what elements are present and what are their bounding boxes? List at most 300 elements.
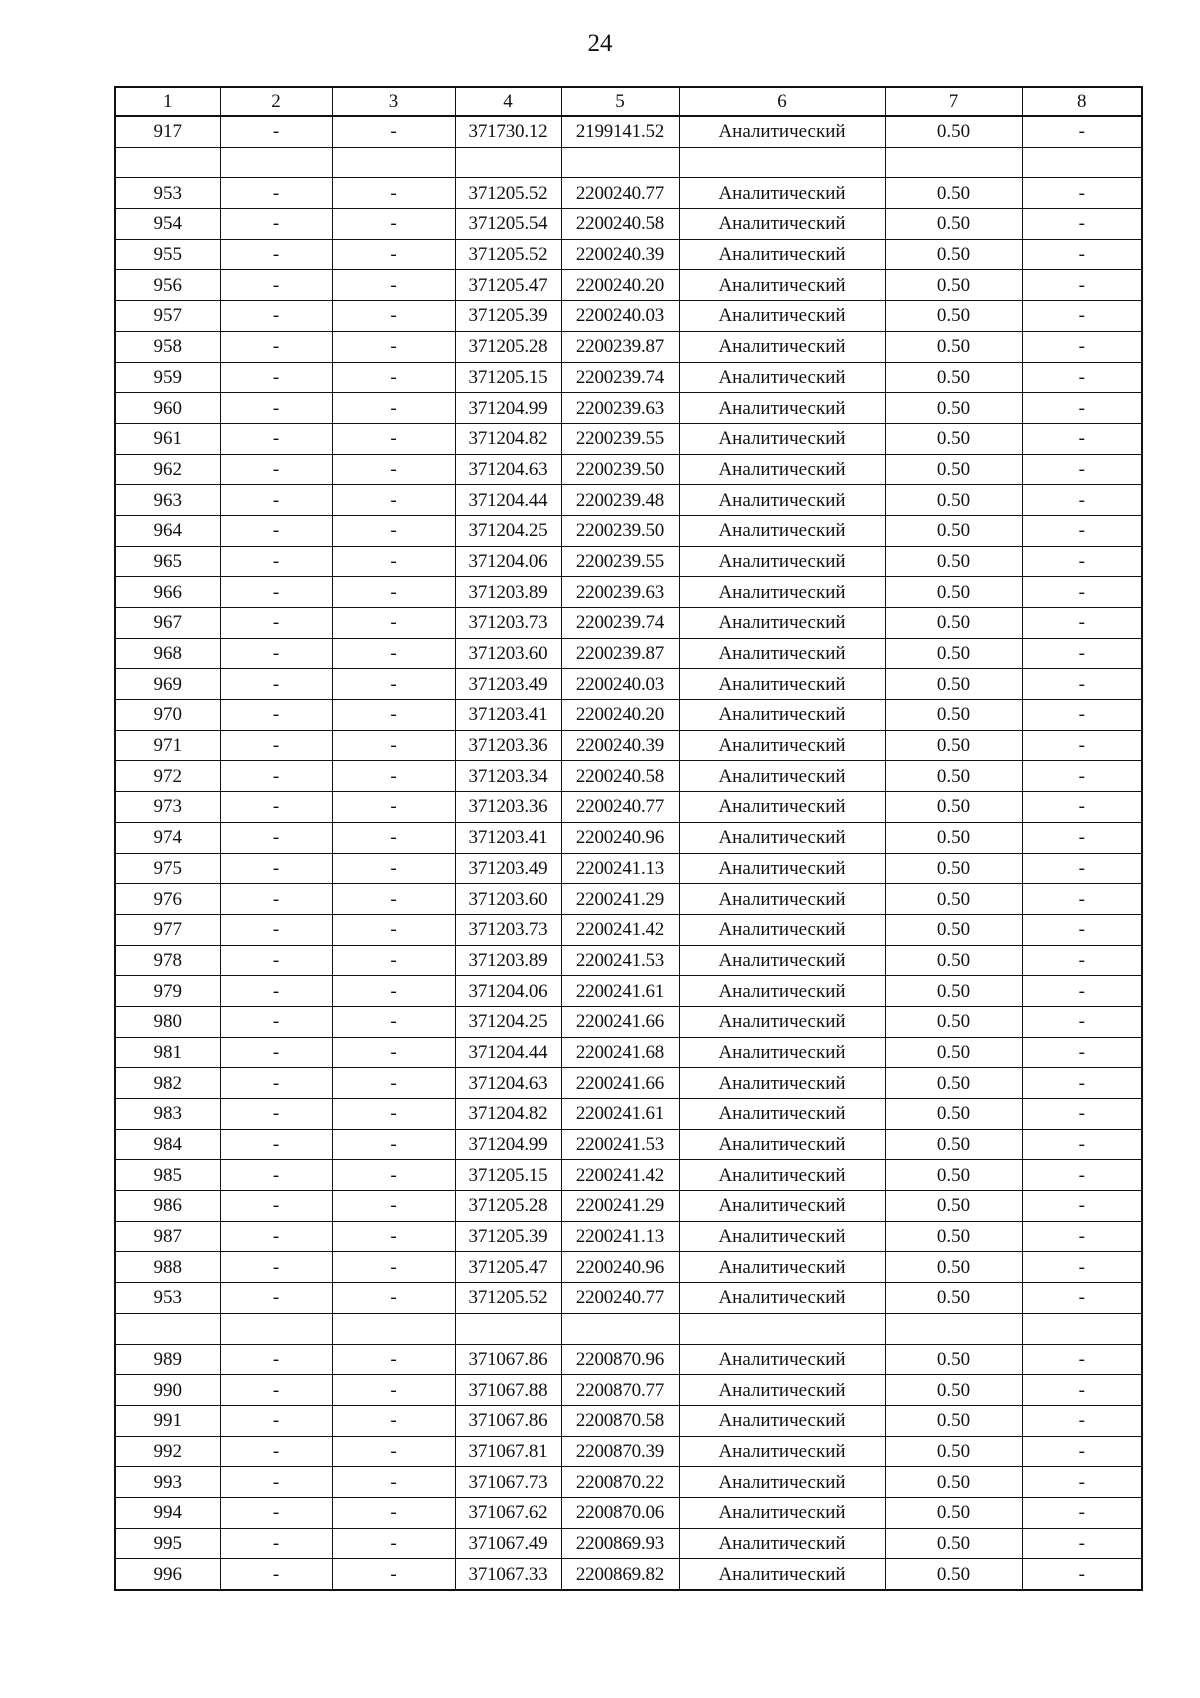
table-row: [115, 700, 1142, 731]
table-cell-col-8: -: [1022, 116, 1142, 147]
table-cell-col-4: 371203.89: [455, 577, 561, 608]
table-cell-col-2: -: [220, 209, 332, 240]
table-cell-col-6: Аналитический: [679, 792, 885, 823]
table-cell-col-8: -: [1022, 700, 1142, 731]
table-cell-col-3: -: [332, 1405, 455, 1436]
table-cell-col-3: -: [332, 1252, 455, 1283]
table-cell-col-2: -: [220, 423, 332, 454]
table-cell-col-7: 0.50: [885, 822, 1022, 853]
table-cell-col-3: -: [332, 1160, 455, 1191]
table-cell-col-5: 2200870.58: [561, 1405, 679, 1436]
table-cell-col-2: -: [220, 515, 332, 546]
table-cell-col-7: 0.50: [885, 393, 1022, 424]
table-cell-col-4: 371204.25: [455, 1006, 561, 1037]
table-cell-col-5: 2200241.42: [561, 1160, 679, 1191]
table-cell-col-3: -: [332, 331, 455, 362]
table-cell-col-4: 371204.82: [455, 1099, 561, 1130]
table-cell-col-4: 371204.06: [455, 976, 561, 1007]
table-cell-col-4: 371204.99: [455, 1129, 561, 1160]
table-cell-col-5: 2200241.68: [561, 1037, 679, 1068]
table-cell-col-2: -: [220, 638, 332, 669]
table-cell-col-1: 953: [115, 178, 220, 209]
table-cell-col-5: 2200869.93: [561, 1528, 679, 1559]
table-row: [115, 515, 1142, 546]
table-cell-col-5: 2200241.61: [561, 976, 679, 1007]
table-cell-col-6: [679, 147, 885, 178]
table-row: [115, 1099, 1142, 1130]
table-cell-col-7: 0.50: [885, 1037, 1022, 1068]
table-row: [115, 1037, 1142, 1068]
table-cell-col-6: Аналитический: [679, 1283, 885, 1314]
table-cell-col-4: 371203.89: [455, 945, 561, 976]
table-cell-col-1: 960: [115, 393, 220, 424]
table-cell-col-7: 0.50: [885, 577, 1022, 608]
table-cell-col-5: 2200240.58: [561, 761, 679, 792]
table-cell-col-7: 0.50: [885, 1099, 1022, 1130]
table-cell-col-8: -: [1022, 945, 1142, 976]
table-cell-col-5: 2200240.96: [561, 1252, 679, 1283]
table-row: [115, 577, 1142, 608]
table-cell-col-2: -: [220, 1006, 332, 1037]
header-cell: 8: [1022, 87, 1142, 116]
table-cell-col-5: 2200241.66: [561, 1006, 679, 1037]
table-cell-col-8: -: [1022, 515, 1142, 546]
table-cell-col-1: 978: [115, 945, 220, 976]
table-cell-col-7: 0.50: [885, 1252, 1022, 1283]
table-cell-col-3: -: [332, 638, 455, 669]
table-cell-col-3: [332, 147, 455, 178]
table-cell-col-2: -: [220, 1221, 332, 1252]
table-cell-col-8: -: [1022, 884, 1142, 915]
header-cell: 1: [115, 87, 220, 116]
table-cell-col-7: 0.50: [885, 1160, 1022, 1191]
table-cell-col-3: -: [332, 1283, 455, 1314]
table-row: [115, 1252, 1142, 1283]
table-cell-col-7: 0.50: [885, 1559, 1022, 1590]
table-cell-col-1: 994: [115, 1497, 220, 1528]
table-cell-col-1: 973: [115, 792, 220, 823]
table-row: [115, 1497, 1142, 1528]
table-cell-col-1: 995: [115, 1528, 220, 1559]
table-cell-col-4: 371203.73: [455, 914, 561, 945]
table-cell-col-3: -: [332, 116, 455, 147]
table-cell-col-6: Аналитический: [679, 209, 885, 240]
table-cell-col-1: 963: [115, 485, 220, 516]
table-row: [115, 914, 1142, 945]
table-cell-col-8: -: [1022, 1436, 1142, 1467]
table-cell-col-1: 983: [115, 1099, 220, 1130]
table-cell-col-1: 956: [115, 270, 220, 301]
table-cell-col-2: -: [220, 577, 332, 608]
table-cell-col-5: 2200240.96: [561, 822, 679, 853]
table-cell-col-3: -: [332, 976, 455, 1007]
table-cell-col-8: [1022, 147, 1142, 178]
table-cell-col-1: 959: [115, 362, 220, 393]
table-cell-col-2: -: [220, 1405, 332, 1436]
table-cell-col-8: -: [1022, 209, 1142, 240]
table-cell-col-3: -: [332, 178, 455, 209]
table-cell-col-4: 371730.12: [455, 116, 561, 147]
table-cell-col-4: 371067.86: [455, 1344, 561, 1375]
table-cell-col-4: 371204.63: [455, 454, 561, 485]
table-cell-col-8: -: [1022, 178, 1142, 209]
table-cell-col-3: -: [332, 761, 455, 792]
table-cell-col-1: 988: [115, 1252, 220, 1283]
table-cell-col-1: [115, 1313, 220, 1344]
table-row: [115, 116, 1142, 147]
table-cell-col-3: -: [332, 1436, 455, 1467]
table-cell-col-8: -: [1022, 1344, 1142, 1375]
table-cell-col-1: 975: [115, 853, 220, 884]
header-cell: 7: [885, 87, 1022, 116]
table-cell-col-2: -: [220, 1528, 332, 1559]
table-cell-col-3: -: [332, 1006, 455, 1037]
table-cell-col-8: -: [1022, 914, 1142, 945]
table-cell-col-7: 0.50: [885, 1497, 1022, 1528]
table-cell-col-6: Аналитический: [679, 914, 885, 945]
table-row: [115, 485, 1142, 516]
table-cell-col-2: -: [220, 914, 332, 945]
table-cell-col-6: Аналитический: [679, 1191, 885, 1222]
header-cell: 2: [220, 87, 332, 116]
table-cell-col-3: -: [332, 914, 455, 945]
table-cell-col-2: -: [220, 1099, 332, 1130]
table-row: [115, 1405, 1142, 1436]
table-cell-col-6: Аналитический: [679, 1221, 885, 1252]
table-cell-col-1: 980: [115, 1006, 220, 1037]
table-cell-col-8: -: [1022, 239, 1142, 270]
table-row: [115, 270, 1142, 301]
table-cell-col-1: 968: [115, 638, 220, 669]
table-cell-col-3: -: [332, 1497, 455, 1528]
table-cell-col-7: 0.50: [885, 1405, 1022, 1436]
table-cell-col-3: -: [332, 577, 455, 608]
table-cell-col-7: 0.50: [885, 362, 1022, 393]
table-row: [115, 1559, 1142, 1590]
table-cell-col-3: -: [332, 700, 455, 731]
table-cell-col-1: 989: [115, 1344, 220, 1375]
table-cell-col-1: 984: [115, 1129, 220, 1160]
table-cell-col-6: Аналитический: [679, 1068, 885, 1099]
table-row: [115, 1467, 1142, 1498]
table-cell-col-6: Аналитический: [679, 884, 885, 915]
table-cell-col-2: -: [220, 884, 332, 915]
table-cell-col-2: -: [220, 1497, 332, 1528]
table-cell-col-4: 371204.25: [455, 515, 561, 546]
table-cell-col-8: -: [1022, 1129, 1142, 1160]
table-cell-col-5: 2200239.50: [561, 515, 679, 546]
table-cell-col-2: -: [220, 1068, 332, 1099]
table-cell-col-3: -: [332, 608, 455, 639]
table-cell-col-8: -: [1022, 638, 1142, 669]
table-cell-col-6: Аналитический: [679, 1405, 885, 1436]
table-cell-col-6: Аналитический: [679, 1006, 885, 1037]
table-cell-col-6: Аналитический: [679, 423, 885, 454]
table-cell-col-3: -: [332, 1191, 455, 1222]
table-cell-col-6: Аналитический: [679, 1160, 885, 1191]
table-cell-col-2: -: [220, 485, 332, 516]
table-cell-col-2: -: [220, 454, 332, 485]
table-cell-col-6: Аналитический: [679, 485, 885, 516]
table-cell-col-4: 371067.81: [455, 1436, 561, 1467]
table-cell-col-1: 991: [115, 1405, 220, 1436]
table-cell-col-6: Аналитический: [679, 1037, 885, 1068]
table-cell-col-8: -: [1022, 301, 1142, 332]
table-cell-col-6: Аналитический: [679, 1375, 885, 1406]
table-cell-col-1: 966: [115, 577, 220, 608]
table-cell-col-2: -: [220, 116, 332, 147]
table-cell-col-8: [1022, 1313, 1142, 1344]
table-cell-col-8: -: [1022, 1037, 1142, 1068]
table-row: [115, 1129, 1142, 1160]
table-cell-col-8: -: [1022, 822, 1142, 853]
table-row: [115, 1436, 1142, 1467]
table-cell-col-2: -: [220, 1375, 332, 1406]
table-cell-col-4: 371067.49: [455, 1528, 561, 1559]
table-cell-col-8: -: [1022, 1283, 1142, 1314]
table-cell-col-8: -: [1022, 1221, 1142, 1252]
table-cell-col-8: -: [1022, 1160, 1142, 1191]
table-cell-col-1: 954: [115, 209, 220, 240]
table-cell-col-4: 371067.33: [455, 1559, 561, 1590]
table-cell-col-3: -: [332, 1344, 455, 1375]
table-cell-col-8: -: [1022, 1099, 1142, 1130]
table-cell-col-4: 371067.88: [455, 1375, 561, 1406]
table-cell-col-8: -: [1022, 976, 1142, 1007]
table-cell-col-4: 371205.54: [455, 209, 561, 240]
table-cell-col-5: 2200239.87: [561, 638, 679, 669]
table-cell-col-2: -: [220, 362, 332, 393]
table-cell-col-1: [115, 147, 220, 178]
table-cell-col-1: 996: [115, 1559, 220, 1590]
table-cell-col-4: 371205.52: [455, 1283, 561, 1314]
table-cell-col-4: 371067.62: [455, 1497, 561, 1528]
table-cell-col-5: 2200870.96: [561, 1344, 679, 1375]
table-cell-col-5: [561, 1313, 679, 1344]
table-cell-col-3: -: [332, 884, 455, 915]
table-cell-col-4: 371203.36: [455, 792, 561, 823]
header-cell: 3: [332, 87, 455, 116]
table-cell-col-2: -: [220, 761, 332, 792]
table-cell-col-2: -: [220, 1037, 332, 1068]
table-cell-col-2: -: [220, 945, 332, 976]
table-cell-col-6: Аналитический: [679, 608, 885, 639]
table-cell-col-5: 2200239.48: [561, 485, 679, 516]
table-cell-col-7: 0.50: [885, 1006, 1022, 1037]
table-row: [115, 1068, 1142, 1099]
table-cell-col-7: 0.50: [885, 546, 1022, 577]
table-cell-col-6: Аналитический: [679, 301, 885, 332]
table-cell-col-1: 970: [115, 700, 220, 731]
table-cell-col-8: -: [1022, 331, 1142, 362]
table-cell-col-7: 0.50: [885, 638, 1022, 669]
table-cell-col-4: 371203.73: [455, 608, 561, 639]
table-cell-col-5: 2200870.39: [561, 1436, 679, 1467]
table-cell-col-5: 2200241.29: [561, 1191, 679, 1222]
table-row: [115, 608, 1142, 639]
table-cell-col-1: 964: [115, 515, 220, 546]
table-cell-col-1: 974: [115, 822, 220, 853]
table-row: [115, 1006, 1142, 1037]
table-cell-col-4: 371203.60: [455, 638, 561, 669]
table-cell-col-7: 0.50: [885, 1528, 1022, 1559]
table-cell-col-6: Аналитический: [679, 546, 885, 577]
table-cell-col-2: -: [220, 546, 332, 577]
table-cell-col-7: [885, 147, 1022, 178]
table-cell-col-4: 371204.06: [455, 546, 561, 577]
table-cell-col-1: 977: [115, 914, 220, 945]
table-cell-col-2: -: [220, 792, 332, 823]
table-cell-col-8: -: [1022, 1375, 1142, 1406]
table-cell-col-1: 917: [115, 116, 220, 147]
table-cell-col-1: 953: [115, 1283, 220, 1314]
table-row: [115, 1344, 1142, 1375]
table-cell-col-1: 987: [115, 1221, 220, 1252]
table-cell-col-5: 2200239.74: [561, 608, 679, 639]
table-cell-col-1: 967: [115, 608, 220, 639]
table-cell-col-7: 0.50: [885, 884, 1022, 915]
table-cell-col-6: Аналитический: [679, 1252, 885, 1283]
table-row: [115, 454, 1142, 485]
table-row: [115, 209, 1142, 240]
table-cell-col-1: 972: [115, 761, 220, 792]
table-cell-col-2: -: [220, 1559, 332, 1590]
table-cell-col-8: -: [1022, 669, 1142, 700]
table-cell-col-2: -: [220, 700, 332, 731]
table-row: [115, 362, 1142, 393]
table-cell-col-4: 371203.41: [455, 822, 561, 853]
table-cell-col-5: 2200239.74: [561, 362, 679, 393]
table-row: [115, 1528, 1142, 1559]
table-cell-col-3: -: [332, 270, 455, 301]
table-cell-col-8: -: [1022, 485, 1142, 516]
table-cell-col-5: 2200239.87: [561, 331, 679, 362]
table-cell-col-2: [220, 1313, 332, 1344]
table-cell-col-4: 371204.99: [455, 393, 561, 424]
table-cell-col-7: 0.50: [885, 945, 1022, 976]
table-cell-col-6: Аналитический: [679, 1344, 885, 1375]
table-cell-col-3: -: [332, 853, 455, 884]
table-cell-col-5: 2200240.77: [561, 178, 679, 209]
table-row: [115, 853, 1142, 884]
table-row: [115, 1191, 1142, 1222]
table-cell-col-1: 993: [115, 1467, 220, 1498]
table-cell-col-3: -: [332, 1375, 455, 1406]
table-cell-col-6: Аналитический: [679, 976, 885, 1007]
table-cell-col-4: 371203.49: [455, 669, 561, 700]
table-cell-col-5: 2200240.77: [561, 1283, 679, 1314]
table-cell-col-3: -: [332, 730, 455, 761]
table-cell-col-6: Аналитический: [679, 700, 885, 731]
table-cell-col-3: -: [332, 1559, 455, 1590]
table-cell-col-6: Аналитический: [679, 239, 885, 270]
table-cell-col-3: -: [332, 209, 455, 240]
table-cell-col-7: 0.50: [885, 239, 1022, 270]
table-cell-col-2: -: [220, 393, 332, 424]
table-cell-col-2: -: [220, 822, 332, 853]
table-cell-col-7: 0.50: [885, 853, 1022, 884]
table-cell-col-3: -: [332, 1221, 455, 1252]
table-cell-col-3: -: [332, 239, 455, 270]
table-cell-col-5: [561, 147, 679, 178]
table-cell-col-1: 965: [115, 546, 220, 577]
table-cell-col-5: 2200240.20: [561, 700, 679, 731]
page-number: 24: [587, 30, 613, 57]
table-row: [115, 976, 1142, 1007]
table-cell-col-1: 979: [115, 976, 220, 1007]
table-cell-col-4: 371204.44: [455, 485, 561, 516]
table-cell-col-7: 0.50: [885, 608, 1022, 639]
table-cell-col-6: Аналитический: [679, 393, 885, 424]
table-cell-col-4: 371067.73: [455, 1467, 561, 1498]
table-cell-col-6: Аналитический: [679, 761, 885, 792]
table-cell-col-6: Аналитический: [679, 577, 885, 608]
table-cell-col-5: 2200240.03: [561, 669, 679, 700]
table-cell-col-4: 371205.47: [455, 1252, 561, 1283]
table-cell-col-1: 969: [115, 669, 220, 700]
table-cell-col-7: [885, 1313, 1022, 1344]
table-cell-col-8: -: [1022, 423, 1142, 454]
table-cell-col-1: 971: [115, 730, 220, 761]
table-cell-col-6: Аналитический: [679, 669, 885, 700]
table-cell-col-6: Аналитический: [679, 454, 885, 485]
table-cell-col-4: 371205.15: [455, 362, 561, 393]
table-cell-col-5: 2200241.13: [561, 1221, 679, 1252]
table-cell-col-8: -: [1022, 393, 1142, 424]
table-cell-col-4: 371203.34: [455, 761, 561, 792]
table-cell-col-4: 371203.41: [455, 700, 561, 731]
table-cell-col-7: 0.50: [885, 1068, 1022, 1099]
table-cell-col-5: 2200241.13: [561, 853, 679, 884]
table-cell-col-1: 986: [115, 1191, 220, 1222]
table-cell-col-7: 0.50: [885, 1467, 1022, 1498]
table-cell-col-7: 0.50: [885, 700, 1022, 731]
table-cell-col-7: 0.50: [885, 1375, 1022, 1406]
table-cell-col-7: 0.50: [885, 515, 1022, 546]
table-cell-col-3: -: [332, 1528, 455, 1559]
table-cell-col-6: Аналитический: [679, 1436, 885, 1467]
table-cell-col-8: -: [1022, 853, 1142, 884]
table-cell-col-7: 0.50: [885, 116, 1022, 147]
table-cell-col-2: -: [220, 301, 332, 332]
table-cell-col-2: -: [220, 1467, 332, 1498]
table-cell-col-1: 961: [115, 423, 220, 454]
table-cell-col-1: 981: [115, 1037, 220, 1068]
table-cell-col-5: 2200239.63: [561, 577, 679, 608]
table-cell-col-6: Аналитический: [679, 362, 885, 393]
table-cell-col-2: -: [220, 1283, 332, 1314]
table-row: [115, 822, 1142, 853]
table-cell-col-6: Аналитический: [679, 730, 885, 761]
table-cell-col-8: -: [1022, 577, 1142, 608]
table-cell-col-8: -: [1022, 454, 1142, 485]
table-row: [115, 669, 1142, 700]
table-cell-col-2: -: [220, 853, 332, 884]
table-row: [115, 239, 1142, 270]
table-cell-col-4: 371203.36: [455, 730, 561, 761]
table-cell-col-3: -: [332, 1037, 455, 1068]
table-cell-col-5: 2200241.53: [561, 945, 679, 976]
table-cell-col-6: Аналитический: [679, 515, 885, 546]
table-cell-col-5: 2200870.77: [561, 1375, 679, 1406]
table-cell-col-7: 0.50: [885, 976, 1022, 1007]
table-cell-col-3: -: [332, 1129, 455, 1160]
table-cell-col-5: 2200241.42: [561, 914, 679, 945]
table-cell-col-3: -: [332, 546, 455, 577]
table-cell-col-2: -: [220, 239, 332, 270]
table-cell-col-7: 0.50: [885, 730, 1022, 761]
header-cell: 6: [679, 87, 885, 116]
